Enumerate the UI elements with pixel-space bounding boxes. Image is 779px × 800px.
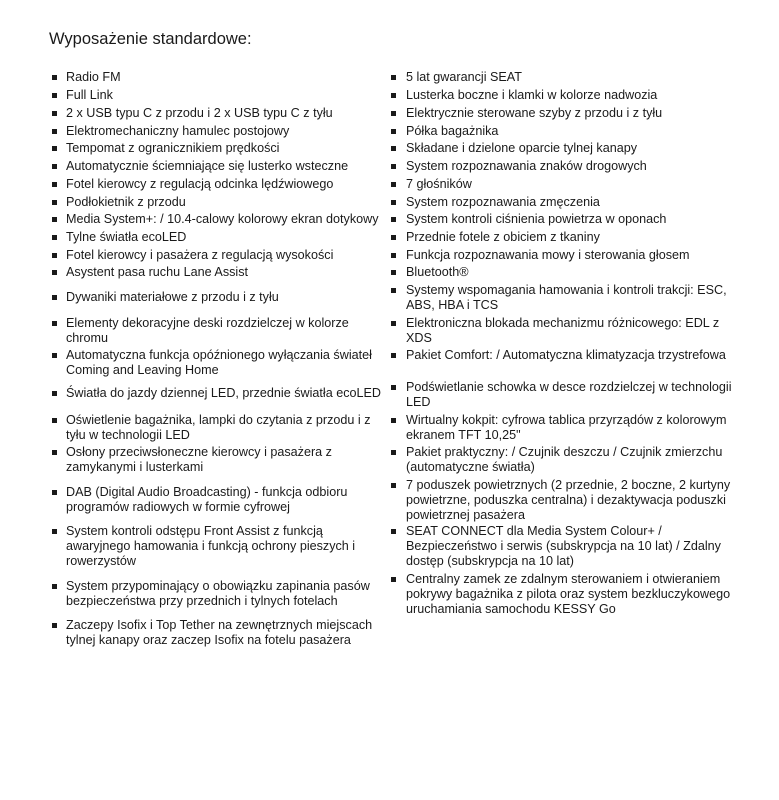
list-item: Lusterka boczne i klamki w kolorze nadwozia [406, 88, 736, 103]
bullet-icon [391, 483, 396, 488]
list-item: System rozpoznawania zmęczenia [406, 195, 736, 210]
list-item: Światła do jazdy dziennej LED, przednie światła ecoLED [66, 386, 388, 401]
list-item: Fotel kierowcy z regulacją odcinka lędźwiowego [66, 177, 388, 192]
bullet-icon [391, 418, 396, 423]
list-item: Składane i dzielone oparcie tylnej kanapy [406, 141, 736, 156]
list-item: Podłokietnik z przodu [66, 195, 388, 210]
bullet-icon [391, 288, 396, 293]
list-item: Radio FM [66, 70, 388, 85]
bullet-icon [391, 75, 396, 80]
list-item: System kontroli odstępu Front Assist z funkcją awaryjnego hamowania i funkcją ochrony pieszych i rowerzystów [66, 524, 388, 569]
list-item: 7 głośników [406, 177, 736, 192]
list-item: Media System+: / 10.4-calowy kolorowy ekran dotykowy [66, 212, 388, 227]
bullet-icon [391, 164, 396, 169]
bullet-icon [52, 146, 57, 151]
bullet-icon [391, 529, 396, 534]
list-item: System przypominający o obowiązku zapinania pasów bezpieczeństwa przy przednich i tylnych fotelach [66, 579, 388, 609]
list-item: Wirtualny kokpit: cyfrowa tablica przyrządów z kolorowym ekranem TFT 10,25" [406, 413, 736, 443]
bullet-icon [52, 529, 57, 534]
list-item: Tylne światła ecoLED [66, 230, 388, 245]
list-item: Elementy dekoracyjne deski rozdzielczej w kolorze chromu [66, 316, 388, 346]
list-item: Oświetlenie bagażnika, lampki do czytania z przodu i z tyłu w technologii LED [66, 413, 388, 443]
bullet-icon [391, 129, 396, 134]
bullet-icon [391, 200, 396, 205]
bullet-icon [52, 450, 57, 455]
bullet-icon [52, 111, 57, 116]
list-item: Systemy wspomagania hamowania i kontroli trakcji: ESC, ABS, HBA i TCS [406, 283, 736, 313]
bullet-icon [391, 182, 396, 187]
list-item: Elektromechaniczny hamulec postojowy [66, 124, 388, 139]
list-item: Automatycznie ściemniające się lusterko wsteczne [66, 159, 388, 174]
list-item: DAB (Digital Audio Broadcasting) - funkcja odbioru programów radiowych w formie cyfrowej [66, 485, 388, 515]
bullet-icon [391, 577, 396, 582]
bullet-icon [391, 235, 396, 240]
list-item: SEAT CONNECT dla Media System Colour+ / Bezpieczeństwo i serwis (subskrypcja na 10 lat) / Zdalny dostęp (subskrypcja na 10 lat) [406, 524, 736, 569]
bullet-icon [52, 418, 57, 423]
list-item: Automatyczna funkcja opóźnionego wyłączania świateł Coming and Leaving Home [66, 348, 388, 378]
bullet-icon [52, 164, 57, 169]
list-item: Funkcja rozpoznawania mowy i sterowania głosem [406, 248, 736, 263]
bullet-icon [52, 584, 57, 589]
bullet-icon [52, 75, 57, 80]
bullet-icon [391, 111, 396, 116]
list-item: Osłony przeciwsłoneczne kierowcy i pasażera z zamykanymi i lusterkami [66, 445, 388, 475]
page-title: Wyposażenie standardowe: [49, 30, 252, 48]
list-item: Półka bagażnika [406, 124, 736, 139]
bullet-icon [391, 353, 396, 358]
list-item: Elektrycznie sterowane szyby z przodu i z tyłu [406, 106, 736, 121]
list-item: Elektroniczna blokada mechanizmu różnicowego: EDL z XDS [406, 316, 736, 346]
bullet-icon [52, 295, 57, 300]
list-item: Zaczepy Isofix i Top Tether na zewnętrznych miejscach tylnej kanapy oraz zaczep Isofix na fotelu pasażera [66, 618, 388, 648]
list-item: Pakiet Comfort: / Automatyczna klimatyzacja trzystrefowa [406, 348, 736, 363]
list-item: Przednie fotele z obiciem z tkaniny [406, 230, 736, 245]
bullet-icon [391, 270, 396, 275]
bullet-icon [52, 93, 57, 98]
list-item: Full Link [66, 88, 388, 103]
list-item: Dywaniki materiałowe z przodu i z tyłu [66, 290, 388, 305]
bullet-icon [52, 321, 57, 326]
bullet-icon [391, 146, 396, 151]
bullet-icon [391, 217, 396, 222]
bullet-icon [391, 321, 396, 326]
bullet-icon [391, 253, 396, 258]
bullet-icon [52, 623, 57, 628]
list-item: Pakiet praktyczny: / Czujnik deszczu / Czujnik zmierzchu (automatyczne światła) [406, 445, 736, 475]
bullet-icon [52, 270, 57, 275]
bullet-icon [391, 385, 396, 390]
bullet-icon [52, 200, 57, 205]
bullet-icon [391, 450, 396, 455]
list-item: System rozpoznawania znaków drogowych [406, 159, 736, 174]
list-item: 2 x USB typu C z przodu i 2 x USB typu C z tyłu [66, 106, 388, 121]
list-item: Asystent pasa ruchu Lane Assist [66, 265, 388, 280]
list-item: Centralny zamek ze zdalnym sterowaniem i otwieraniem pokrywy bagażnika z pilota oraz system bezkluczykowego uruchamiania samochodu KESSY Go [406, 572, 736, 617]
list-item: System kontroli ciśnienia powietrza w oponach [406, 212, 736, 227]
list-item: Bluetooth® [406, 265, 736, 280]
list-item: 5 lat gwarancji SEAT [406, 70, 736, 85]
bullet-icon [52, 253, 57, 258]
bullet-icon [52, 353, 57, 358]
bullet-icon [52, 391, 57, 396]
list-item: 7 poduszek powietrznych (2 przednie, 2 boczne, 2 kurtyny powietrzne, poduszka centralna) i dezaktywacja poduszki powietrznej pasażera [406, 478, 736, 523]
bullet-icon [52, 235, 57, 240]
bullet-icon [52, 182, 57, 187]
list-item: Podświetlanie schowka w desce rozdzielczej w technologii LED [406, 380, 736, 410]
bullet-icon [52, 217, 57, 222]
list-item: Fotel kierowcy i pasażera z regulacją wysokości [66, 248, 388, 263]
bullet-icon [52, 490, 57, 495]
bullet-icon [391, 93, 396, 98]
bullet-icon [52, 129, 57, 134]
list-item: Tempomat z ogranicznikiem prędkości [66, 141, 388, 156]
